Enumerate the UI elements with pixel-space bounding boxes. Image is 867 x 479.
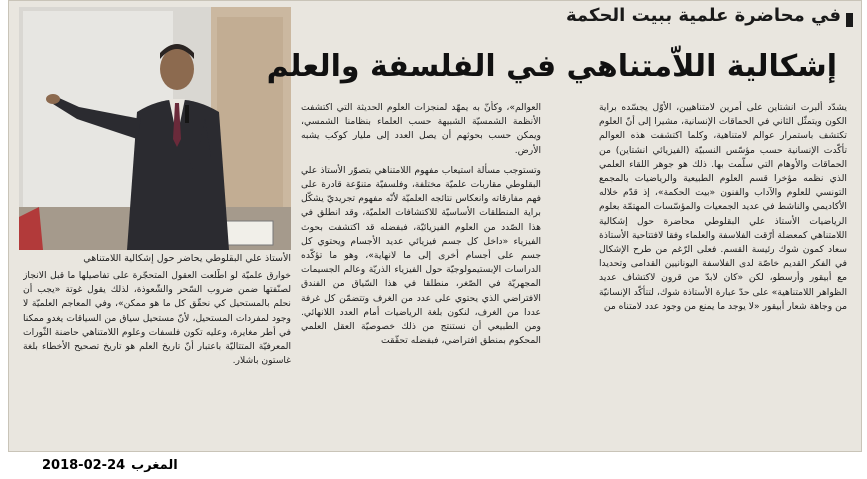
source-dateline <box>42 458 184 473</box>
column-right-paragraph: يشدّد ألبرت انشتاين على أمرين لامتناهيين، الأوّل يجسّده براية الكون ويتمثّل الثاني في الحماقات الإنسانية، مشيرا إلى أنّ العلوم تكتشف باستمرار عوالم لامتناهية، وكلما اكتشفت هذه العوالم تأكّدت الإنسانية حسب مؤسّس النسبيّة (الفيزيائي انشتاين) من الحماقات والأوهام التي سلّمت بها. ذلك هو جوهر اللقاء العلمي الذي نظمه مؤخرا قسم العلوم الطبيعية والرياضيات بالمجمع التونسي للعلوم والآداب والفنون «بيت الحكمة»، إذ قدّم خلاله الأكاديمي والناشط في عديد الجمعيات والمؤسّسات المهتمّة بعلوم الرياضيات الأستاذ علي البقلوطي محاضرة حول إشكالية اللامتناهي كمعضلة أرّقت الفلاسفة والعلماء وفقا لافتتاحية الأستاذة سعاد كمون شوك رئيسة القسم. فعلى الرّغم من طرح الإشكال في الفكر القديم خاصّة لدى الفلاسفة اليونانيين القدامى وتحديدا مع أبيقور وأرسطو، لكن «كان لابدّ من قرون لاكتشاف عديد الظواهر اللامتناهية» على حدّ عبارة الأستاذة شوك، لتتأكّد الإنسانيّة من وجاهة شعار أبيقور «لا يوجد ما يمنع من وجود عدد لامتناه من <box>599 102 847 312</box>
lecture-photo <box>19 7 291 250</box>
article-column-middle <box>301 101 541 441</box>
column-middle-paragraph-2: وتستوجب مسألة استيعاب مفهوم اللامتناهي بتصوّر الأستاذ علي البقلوطي مقاربات علميّة مختلفة، وفلسفيّة متنوّعة قادرة على فهم مفارقاته وانعكاس نتائجه العلميّة لأنّه مفهوم تجريديّ يشكّل براية المنطلقات الأساسيّة للاكتشافات العلميّة، وقد انطلق في هذا الصّدد من العلوم الفيزيائيّة، فبفضله قد اكتشفت بحوث الفيزياء «داخل كل جسم فيزيائي عديد الأجسام ويحتوي كل جسم على أجسام أخرى إلى ما لانهاية»، وهو ما تؤكّده الدراسات الإبستيمولوجيّة حول الفيزياء الذريّة وعالم الجسيمات المجهريّة في الصّغر، منطلقا في هذا السّياق من الفندق الافتراضي الذي يحتوي على عدد من الغرف وتتضمّن كل غرفة عددا من الغرف، لنكون بلغة الرياضيات أمام العدد اللانهائي. ومن الطبيعي أن نستنتج من ذلك خصوصيّة العقل العلمي المحكوم بمنطق افتراضي، فبفضله تحقّقت <box>301 164 541 347</box>
kicker-bar <box>846 13 853 27</box>
article-kicker: في محاضرة علمية ببيت الحكمة <box>566 5 841 26</box>
column-left-paragraph: خوارق علميّة لو اطّلعت العقول المتحجّرة على تفاصيلها ما قبل الانجاز لصنّفتها ضمن ضروب السّحر والشّعوذة، لذلك يقول غوتة «يجب أن نحلم بالمستحيل كي نحقّق كل ما هو ممكن»، وفي المعاجم العلميّة لا وجود لمفردات المستحيل، لأنّ مستحيل سياق من السياقات يغدو ممكنا في أطر مغايرة، وعليه تكون فلسفات وعلوم اللامتناهي حاضنة الثّورات المعرفيّة المتتاليّة باعتبار أنّ تاريخ العلم هو تاريخ تصحيح الأخطاء بلغة غاستون باشلار. <box>23 270 291 367</box>
article-column-right <box>599 101 847 441</box>
article-column-left <box>23 269 291 419</box>
column-middle-paragraph-1: العوالم»، وكأنّ به يمهّد لمنجزات العلوم الحديثة التي اكتشفت الأنظمة الشمسيّة الشبيهة حسب العلماء بنظامنا الشمسي، ويمكن حسب بحوثهم أن يصل العدد إلى مليار كوكب يشبه الأرض. <box>301 102 541 156</box>
lecture-photo-image <box>19 7 291 250</box>
photo-caption: الأستاذ علي البقلوطي يحاضر حول إشكالية اللامتناهي <box>83 253 291 264</box>
newspaper-clipping <box>8 0 862 452</box>
source-newspaper: المغرب <box>131 458 178 473</box>
source-date: 2018-02-24 <box>42 458 126 473</box>
article-headline: إشكالية اللاّمتناهي في الفلسفة والعلم <box>266 49 837 84</box>
